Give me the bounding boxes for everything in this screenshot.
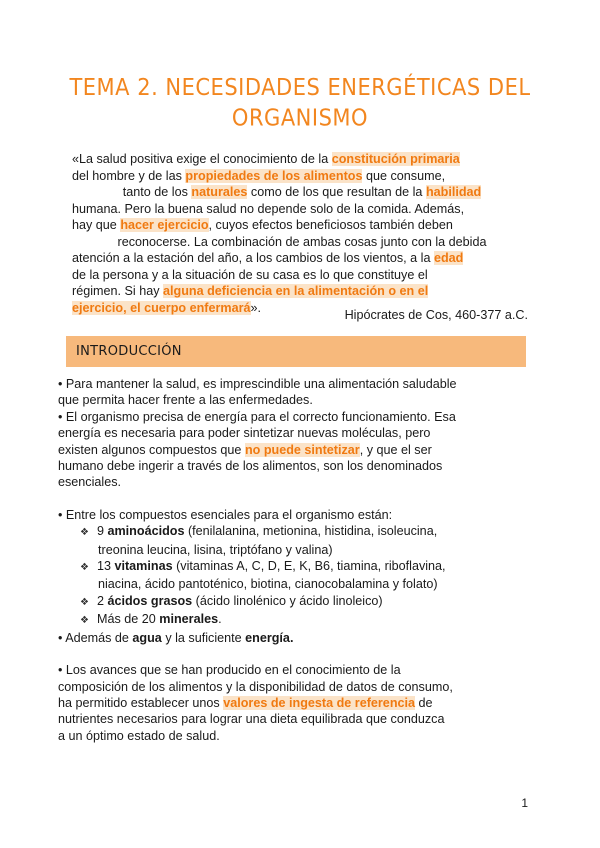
introduction-body: [58, 376, 538, 744]
quote-highlight: alguna deficiencia en la alimentación o en el: [163, 284, 429, 298]
paragraph-line: a un óptimo estado de salud.: [58, 728, 220, 743]
quote-line: atención a la estación del año, a los cambios de los vientos, a la edad: [72, 251, 464, 265]
quote-line: reconocerse. La combinación de ambas cosas junto con la debida: [117, 234, 487, 249]
paragraph-line: composición de los alimentos y la disponibilidad de datos de consumo,: [58, 679, 453, 694]
quote-highlight: edad: [433, 251, 464, 265]
paragraph-line: • Para mantener la salud, es imprescindible una alimentación saludable: [58, 377, 457, 391]
list-item: ❖ 2 ácidos grasos (ácido linolénico y ácido linoleico): [80, 593, 383, 608]
quote-highlight: habilidad: [425, 185, 482, 199]
paragraph-line: humano debe ingerir a través de los alimentos, son los denominados: [58, 459, 443, 474]
quote-line: «La salud positiva exige el conocimiento de la constitución primaria: [72, 152, 460, 166]
page-title: [60, 73, 540, 133]
list-item-continuation: niacina, ácido pantoténico, biotina, cianocobalamina y folato): [98, 577, 438, 592]
section-heading-bar: [66, 336, 526, 367]
quote-line: hay que hacer ejercicio, cuyos efectos beneficiosos también deben: [72, 218, 453, 232]
quote-highlight: constitución primaria: [331, 152, 460, 166]
paragraph-line: nutrientes necesarios para lograr una dieta equilibrada que conduzca: [58, 712, 445, 727]
body-highlight: no puede sintetizar: [244, 442, 360, 457]
diamond-bullet-icon: ❖: [80, 615, 89, 627]
quote-highlight: ejercicio, el cuerpo enfermará: [72, 300, 251, 315]
quote-line: ejercicio, el cuerpo enfermará».: [72, 300, 262, 315]
quote-line: humana. Pero la buena salud no depende solo de la comida. Además,: [72, 201, 465, 216]
opening-quote: [72, 151, 532, 316]
section-heading: INTRODUCCIÓN: [76, 344, 182, 359]
page-number: 1: [521, 796, 528, 810]
paragraph-line: energía es necesaria para poder sintetizar nuevas moléculas, pero: [58, 426, 431, 441]
paragraph-line: que permita hacer frente a las enfermedades.: [58, 393, 313, 408]
paragraph-line: ha permitido establecer unos valores de ingesta de referencia de: [58, 695, 433, 710]
list-item: ❖ 13 vitaminas (vitaminas A, C, D, E, K, B6, tiamina, riboflavina,: [80, 559, 446, 574]
list-item: ❖ Más de 20 minerales.: [80, 612, 222, 627]
quote-author: Hipócrates de Cos, 460-377 a.C.: [344, 308, 528, 322]
paragraph-line: • El organismo precisa de energía para el correcto funcionamiento. Esa: [58, 409, 456, 424]
paragraph-line: • Los avances que se han producido en el conocimiento de la: [58, 663, 401, 678]
quote-line: del hombre y de las propiedades de los alimentos que consume,: [72, 168, 446, 183]
paragraph-line: • Entre los compuestos esenciales para el organismo están:: [58, 507, 393, 522]
quote-line: régimen. Si hay alguna deficiencia en la alimentación o en el: [72, 284, 429, 298]
quote-highlight: hacer ejercicio: [120, 218, 209, 232]
diamond-bullet-icon: ❖: [80, 527, 89, 539]
paragraph-line: existen algunos compuestos que no puede sintetizar, y que el ser: [58, 442, 432, 457]
body-highlight: valores de ingesta de referencia: [223, 695, 416, 710]
spacer: [58, 646, 538, 662]
title-line-2: ORGANISMO: [231, 104, 369, 131]
diamond-bullet-icon: ❖: [80, 596, 89, 608]
title-line-1: TEMA 2. NECESIDADES ENERGÉTICAS DEL: [69, 73, 531, 101]
quote-highlight: propiedades de los alimentos: [185, 168, 363, 183]
paragraph-line: esenciales.: [58, 475, 122, 490]
list-item: ❖ 9 aminoácidos (fenilalanina, metionina, histidina, isoleucina,: [80, 524, 438, 539]
paragraph-line: • Además de agua y la suficiente energía.: [58, 630, 294, 645]
diamond-bullet-icon: ❖: [80, 562, 89, 574]
quote-highlight: naturales: [191, 185, 248, 199]
list-item-continuation: treonina leucina, lisina, triptófano y valina): [98, 542, 333, 557]
quote-line: de la persona y a la situación de su casa es lo que constituye el: [72, 267, 428, 282]
quote-line: tanto de los naturales como de los que resultan de la habilidad: [122, 185, 482, 199]
spacer: [58, 491, 538, 507]
